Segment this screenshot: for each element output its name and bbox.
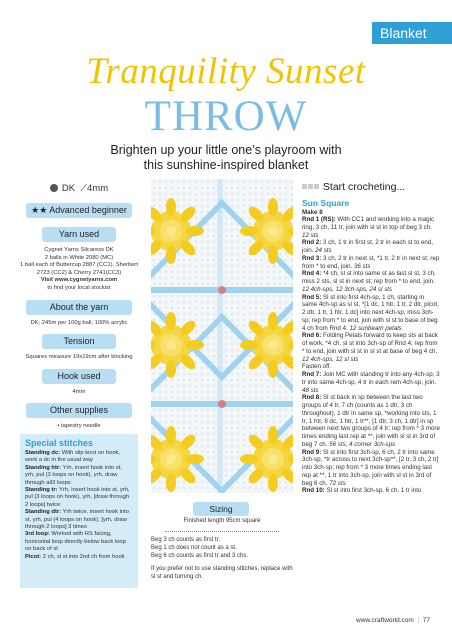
spec-row — [20, 182, 138, 195]
round-instruction: Fasten off. — [302, 363, 332, 371]
note-line: Beg 6 ch counts as first tr and 3 chs. — [151, 552, 249, 559]
other-supplies-text: • tapestry needle — [57, 423, 101, 430]
progress-square-icon — [308, 184, 313, 189]
other-supplies-heading: Other supplies — [26, 403, 132, 418]
yarn-line: Cygnet Yarns Silcaress DK — [44, 247, 114, 253]
round-instruction: Rnd 7: Join MC with standing tr into any 4ch-sp, 3 tr into same 4ch-sp, 4 tr in each rem 4ch-sp, join. 48 sts — [302, 371, 440, 394]
hook-used-text: 4mm — [72, 388, 86, 395]
stitch-item: 3rd loop: Worked with RS facing, horizontal loop directly below back loop on back of st — [25, 531, 126, 553]
yarn-website-link[interactable]: Visit www.cygnetyarns.com — [40, 277, 118, 284]
note-line: Beg 1 ch does not count as a st. — [151, 544, 237, 551]
round-instruction: Rnd 4: *4 ch, sl st into same st as last sl st, 3 ch, miss 2 sts, sl st in next st; rep from * to end, join. 12 4ch-sps, 12 3ch-sps, 24 sl sts — [302, 270, 436, 293]
about-yarn-heading: About the yarn — [26, 300, 132, 315]
round-instruction: Rnd 2: 3 ch, 1 tr in first st, 2 tr in each st to end, join. 24 sts — [302, 239, 434, 254]
pattern-column — [302, 198, 440, 495]
yarn-used-text — [20, 247, 138, 293]
make-count: Make 8 — [302, 209, 323, 216]
round-instruction: Rnd 8: Sl st back in sp between the last two groups of 4 tr, 7 ch (counts as 1 dtr, 3 ch throughout), 1 dtr in same sp, *working into sts, 1 tr, 1 htr, 8 dc, 1 htr, 1 tr**, [1 dtr, 3 ch, 1 dtr] in sp between next two groups of 4 tr; rep from * 3 more times ending last rep at **, join with sl st in 3rd of beg 7 ch. 56 sts, 4 corner 3ch-sps — [302, 394, 440, 448]
hook-used-heading: Hook used — [42, 369, 116, 384]
progress-square-icon — [314, 184, 319, 189]
round-instruction: Rnd 9: Sl st into first 3ch-sp, 6 ch, 2 tr into same 3ch-sp, *tr across to next 3ch-sp**, [2 tr, 3 ch, 2 tr] into 3ch-sp; rep from * 3 more times ending last rep at **, 1 tr into 3ch-sp, join with sl st in 3rd of beg 6 ch. 72 sts — [302, 448, 439, 487]
yarn-line: to find your local stockist — [47, 284, 111, 291]
round-instruction: Rnd 3: 3 ch, 2 tr in next st, *1 tr, 2 tr in next st; rep from * to end, join. 36 sts — [302, 254, 440, 270]
round-instruction: Rnd 10: Sl st into first 3ch-sp, 6 ch, 1 tr into — [302, 487, 422, 495]
footer-divider: | — [415, 617, 421, 624]
section-tag: Blanket — [372, 22, 452, 44]
blanket-illustration — [151, 179, 293, 493]
round-instruction: Rnd 6: Folding Petals forward to keep sts at back of work, *4 ch, sl st into 3ch-sp of Rnd 4; rep from * to end, join with sl st in sl st at base of beg 4 ch. 12 4ch-sps, 12 sl sts — [302, 332, 438, 363]
stitch-item: Picot: 2 ch, sl st into 2nd ch from hook — [25, 553, 125, 560]
start-heading: Start crocheting... — [322, 181, 406, 193]
section-heading: Sun Square — [302, 198, 350, 208]
yarn-line: 1 ball each of Buttercup 2887 (CC1), Sherbert 2723 (CC2) & Cherry 2741(CC3) — [20, 262, 138, 276]
level-text: Advanced beginner — [49, 205, 127, 215]
stitch-item: Standing tr: Yrh, insert hook into st, yrh, pul (3 loops on hook), yrh, [draw through 2 loops] twice — [25, 487, 130, 508]
special-stitches-panel — [20, 434, 138, 588]
page-number: 77 — [422, 617, 430, 624]
about-yarn-text: DK; 245m per 100g ball; 100% acrylic — [30, 319, 128, 326]
progress-square-icon — [302, 184, 307, 189]
pattern-notes — [151, 537, 293, 582]
hook-size: 4mm — [87, 183, 109, 194]
note-line: Beg 3 ch counts as first tr. — [151, 537, 221, 543]
sizing-heading: Sizing — [193, 502, 249, 516]
title-line2: THROW — [144, 93, 308, 140]
yarn-used-heading: Yarn used — [42, 227, 116, 242]
note-line: If you prefer not to use standing stitches, replace with sl st and turning ch. — [151, 566, 293, 581]
stitch-item: Standing htr: Yrh, insert hook into st, yrh, pul (3 loops on hook), yrh, draw through all3 loops — [25, 464, 122, 486]
footer-site-link[interactable]: www.craftworld.com — [356, 617, 414, 624]
page-footer — [356, 617, 430, 624]
sizing-text: Finished length 95cm square — [183, 518, 261, 524]
title-line1: Tranquility Sunset — [86, 51, 366, 92]
round-instruction: Rnd 5: Sl st into first 4ch-sp, 1 ch, starting in same 4ch-sp as sl st, *[1 dc, 1 htr, 1 tr, 2 dtr, picot, 2 dtr, 1 tr, 1 htr, 1 dc] into next 4ch-sp, miss 3ch-sp; rep from * to end, join with sl st to base of beg 4 ch from Rnd 4. 12 sunbeam petals — [302, 293, 439, 332]
level-pill — [26, 203, 132, 218]
tension-heading: Tension — [42, 334, 116, 349]
start-heading-row — [302, 181, 405, 193]
hook-icon: ⟋ — [80, 183, 87, 194]
round-instruction: Rnd 1 (RS): With CC1 and working into a magic ring, 3 ch, 11 tr, join with sl st in top of beg 3 ch. 12 sts — [302, 216, 435, 239]
info-column — [20, 182, 138, 438]
yarn-weight: DK — [61, 183, 76, 194]
yarn-weight-icon — [50, 184, 58, 192]
stitch-item: Standing dtr: Yrh twice, insert hook into st, yrh, pul (4 loops on hook), [yrh, draw through 2 loops] 3 times — [25, 509, 129, 531]
subtitle: Brighten up your little one’s playroom with this sunshine-inspired blanket — [110, 143, 342, 172]
divider — [165, 531, 279, 532]
level-stars: ★★ — [31, 205, 48, 215]
special-stitches-heading: Special stitches — [25, 438, 94, 448]
yarn-line: 2 balls in White 2080 (MC) — [44, 254, 114, 261]
tension-text: Squares measure 19x19cm after blocking — [25, 354, 133, 361]
stitch-item: Standing dc: With slip knot on hook, work a dc in the usual way — [25, 450, 121, 464]
blanket-photo — [151, 179, 293, 493]
